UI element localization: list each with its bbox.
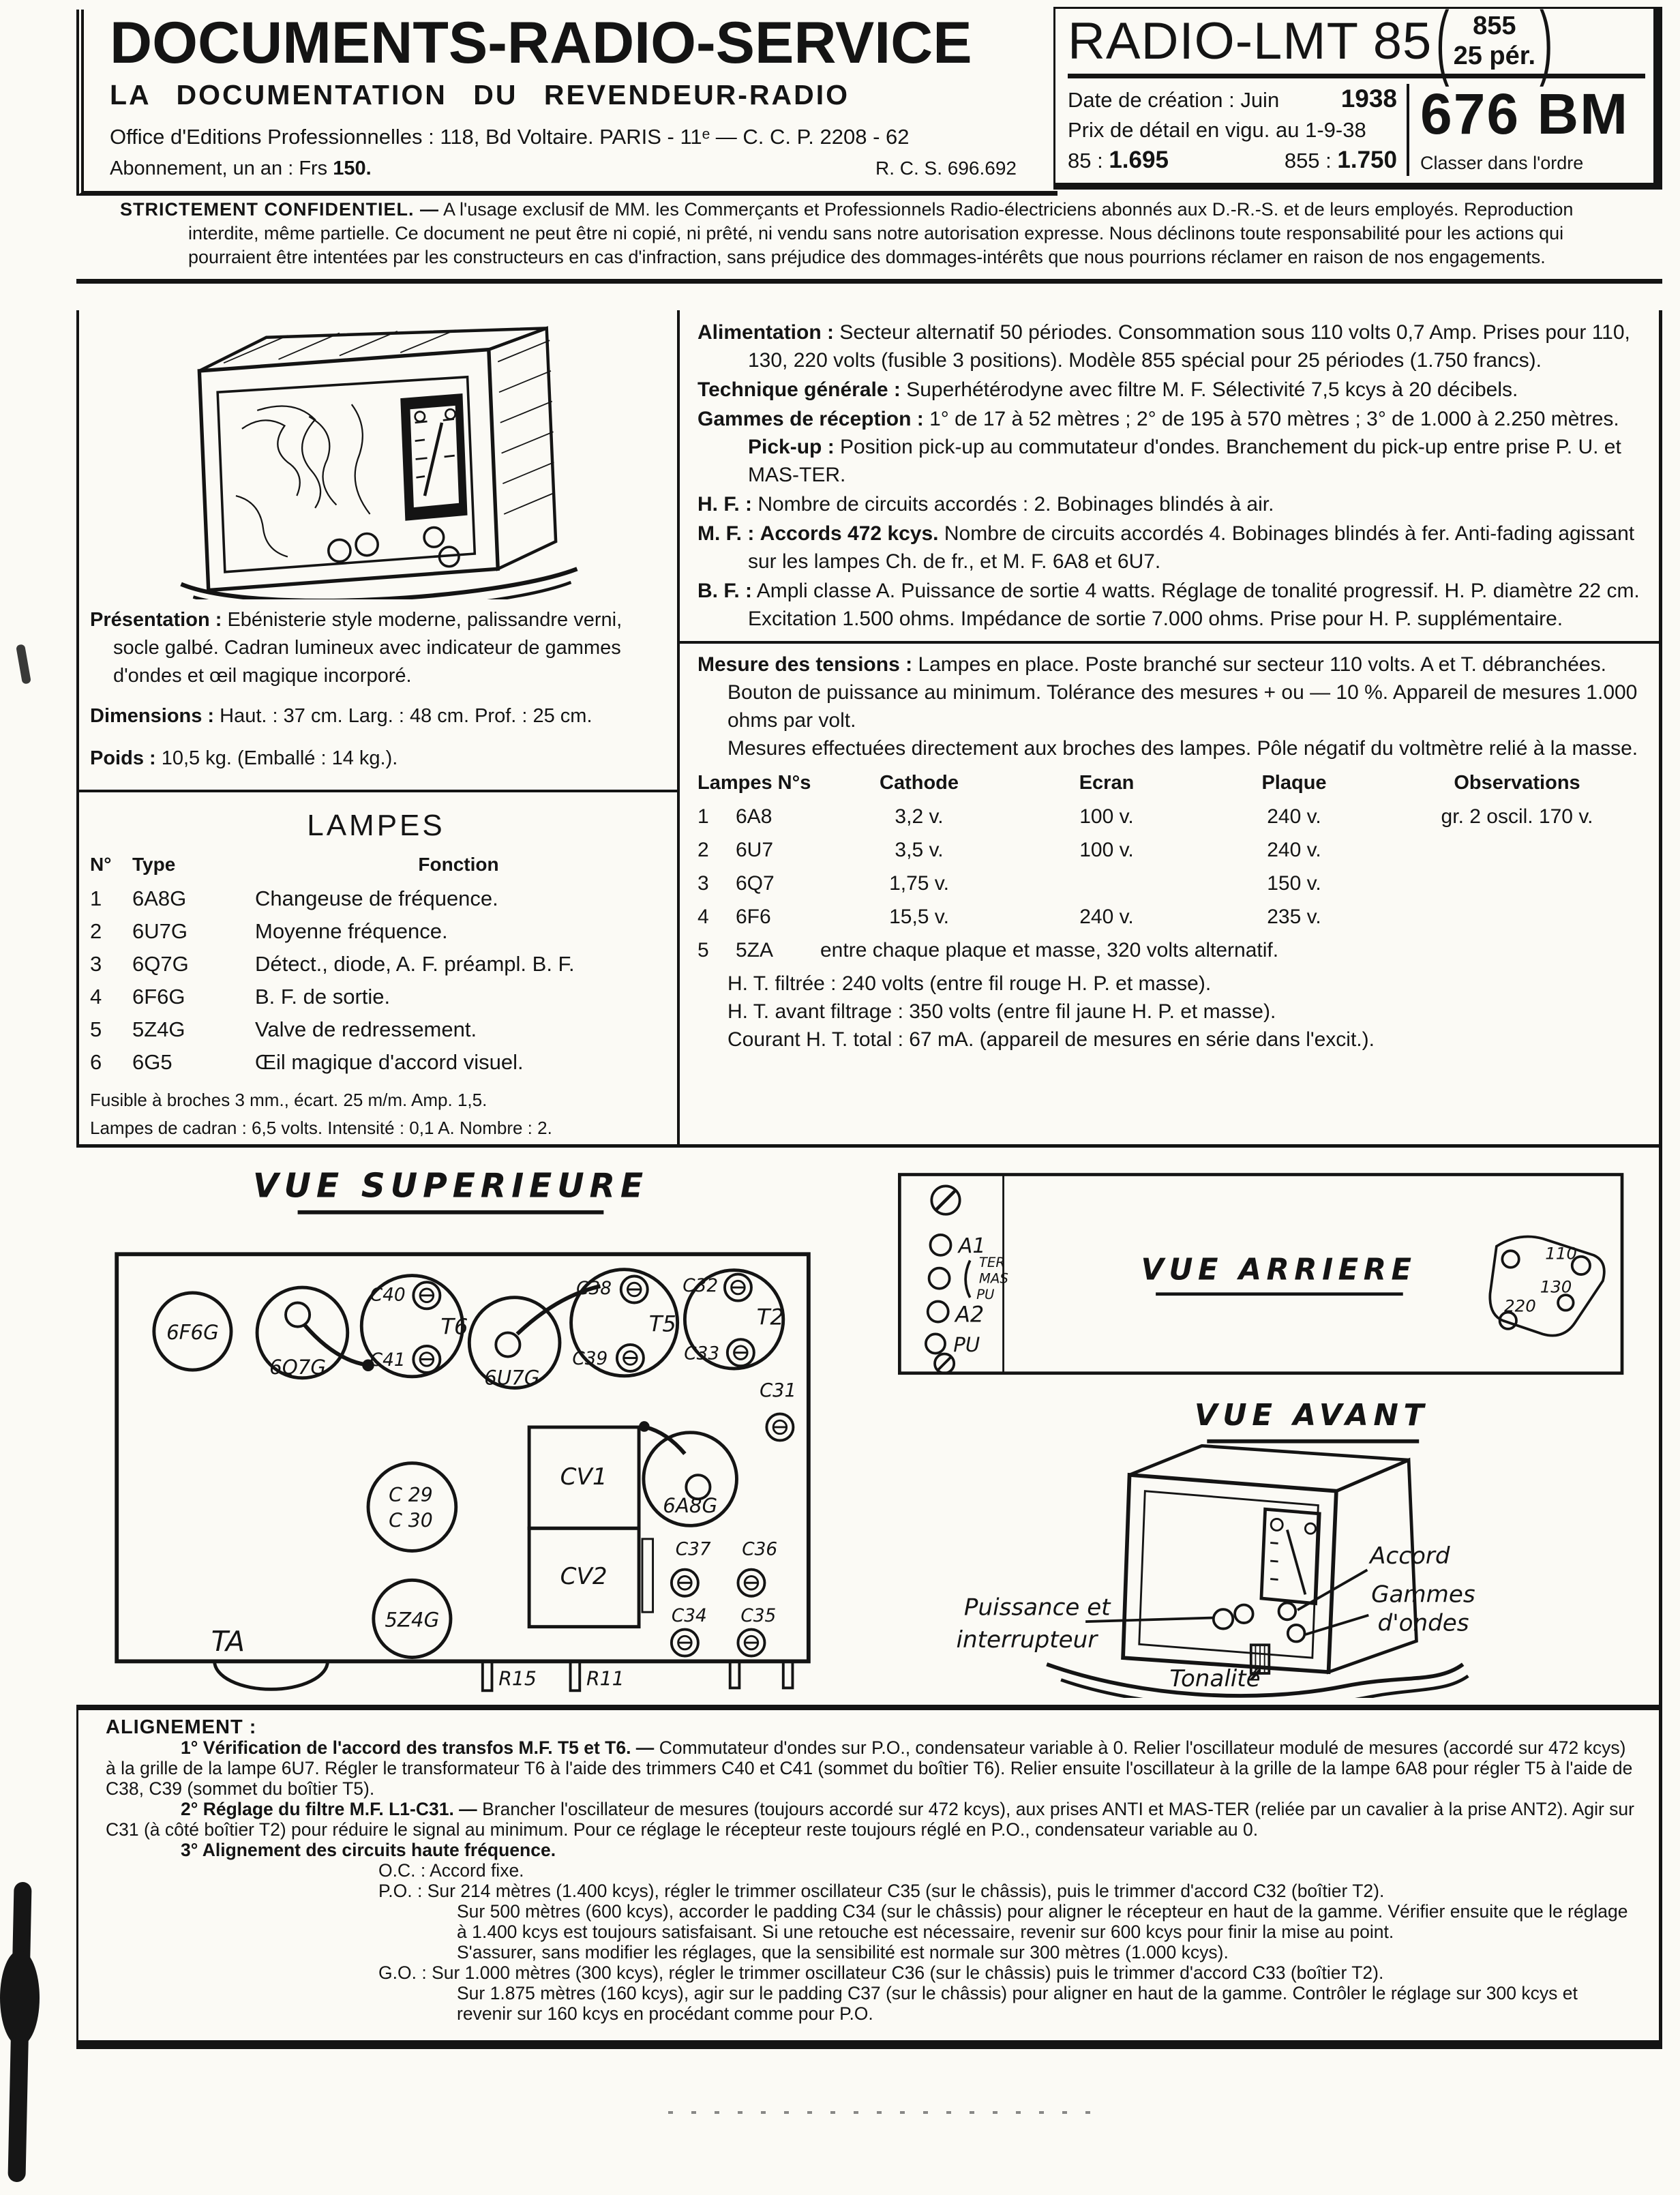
presentation-paragraph [90, 606, 662, 690]
alignement-title: ALIGNEMENT : [106, 1716, 257, 1738]
po-line-1 [106, 1881, 1636, 1901]
model-rule [1068, 74, 1645, 78]
cell: Changeuse de fréquence. [255, 886, 498, 910]
scan-artifact [0, 1950, 40, 2046]
poids-label: Poids : [90, 747, 156, 769]
transformer-label-t2: T2 [756, 1304, 784, 1330]
cell: 150 v. [1267, 872, 1321, 895]
resistor-tab [571, 1661, 580, 1690]
cell [1393, 900, 1641, 934]
dial-tick [1270, 1561, 1278, 1562]
hf-paragraph [698, 490, 1641, 518]
tensions-table [698, 766, 1641, 967]
cell: 15,5 v. [889, 906, 949, 928]
subscription-label: Abonnement, un an : Frs [110, 158, 328, 179]
variant-stack [1454, 12, 1535, 71]
table-row [698, 934, 1641, 967]
table-row [90, 882, 662, 915]
tube-label-6u7g: 6U7G [484, 1366, 540, 1390]
resistor-tab [483, 1661, 492, 1690]
ht-avant-line: H. T. avant filtrage : 350 volts (entre fil jaune H. P. et masse). [728, 1000, 1276, 1023]
selector-hole [1572, 1257, 1590, 1274]
trimmer-c35 [738, 1630, 764, 1656]
vue-arriere-diagram [871, 1169, 1655, 1381]
capacitor-label-c29: C 29 [389, 1484, 433, 1507]
alimentation-paragraph [698, 318, 1641, 374]
alignement-step-1 [106, 1737, 1636, 1799]
terminal-label-a1: A1 [958, 1234, 986, 1259]
label-gammes-1: Gammes [1371, 1581, 1475, 1609]
pickup-label: Pick-up : [748, 436, 835, 458]
dial-needle [1287, 1530, 1306, 1595]
cell: 4 [90, 985, 102, 1009]
cell: 6U7G [132, 919, 188, 943]
technique-paragraph [698, 376, 1641, 404]
model-name: RADIO-LMT 85 [1068, 12, 1432, 71]
cell: 6Q7G [132, 952, 189, 976]
presentation-text: Ebénisterie style moderne, palissandre verni, socle galbé. Cadran lumineux avec indicateur de gammes d'ondes et œil magique incorporé. [113, 609, 622, 687]
table-row [90, 981, 662, 1013]
cell: 1 [698, 805, 709, 828]
trimmer-c31 [766, 1414, 793, 1440]
cell: 6F6 [736, 906, 771, 928]
po-line-2: Sur 500 mètres (600 kcys), accorder le padding C34 (sur le châssis) pour aligner le récepteur en haut de la gamme. Vérifier ensuite que le réglage à 1.400 kcys est toujours satisfaisant. Si une retouche est nécessaire, revenir sur 600 kcys pour finir la mise au point. [457, 1901, 1628, 1942]
vue-superieure-diagram [95, 1153, 859, 1699]
capacitor-label-c30: C 30 [389, 1509, 433, 1532]
trimmer-label-c33: C33 [684, 1343, 720, 1364]
vue-avant-title: VUE AVANT [1194, 1398, 1429, 1433]
screw-icon [931, 1186, 959, 1214]
trimmer-c37 [672, 1570, 698, 1596]
model-meta [1068, 84, 1645, 176]
terminal-label-a2: A2 [955, 1301, 985, 1328]
go-line-1 [106, 1962, 1636, 1983]
variant-model: 855 [1473, 12, 1516, 40]
cell: 6 [90, 1050, 102, 1074]
lampes-table [90, 852, 662, 1079]
cell: 1 [90, 886, 102, 910]
cell: 100 v. [1079, 805, 1134, 828]
po-text-1: Sur 214 mètres (1.400 kcys), régler le trimmer oscillateur C35 (sur le châssis), puis le trimmer d'accord C32 (boîtier T2). [427, 1881, 1385, 1901]
tensions-col-observations: Observations [1454, 772, 1580, 794]
model-name-line [1068, 0, 1645, 88]
table-row [698, 833, 1641, 867]
creation-date-value: 1938 [1340, 85, 1397, 113]
mounting-strip [642, 1539, 653, 1612]
trimmer-label-c38: C38 [576, 1278, 612, 1299]
alimentation-text: Secteur alternatif 50 périodes. Consommation sous 110 volts 0,7 Amp. Prises pour 110, 130, 220 volts (fusible 3 positions). Modèle 855 spécial pour 25 périodes (1.750 francs). [748, 321, 1630, 372]
terminal-label-pu: PU [953, 1332, 980, 1356]
cell: 3 [698, 872, 709, 895]
cadran-note: Lampes de cadran : 6,5 volts. Intensité : 0,1 A. Nombre : 2. [90, 1118, 552, 1138]
cell: 240 v. [1079, 906, 1134, 928]
tensions-col-ecran: Ecran [1079, 772, 1135, 794]
mf-accords: Accords 472 kcys. [760, 522, 939, 545]
terminal-label-pu-small: PU [976, 1286, 995, 1302]
dimensions-label: Dimensions : [90, 705, 215, 727]
trimmer-c40 [413, 1282, 440, 1309]
title-underline [1156, 1292, 1403, 1296]
oc-text: Accord fixe. [430, 1860, 524, 1881]
bf-paragraph [698, 577, 1641, 633]
lampes-header-row [90, 852, 662, 882]
diagrams-section [76, 1148, 1662, 1705]
variant-periods: 25 pér. [1453, 41, 1536, 70]
step-3-label: 3° Alignement des circuits haute fréquence. [181, 1840, 556, 1860]
title-underline [1207, 1439, 1419, 1444]
cell: 240 v. [1267, 805, 1321, 828]
masthead-bottom-row [110, 158, 1017, 180]
step-1-label: 1° Vérification de l'accord des transfos M.F. T5 et T6. — [181, 1737, 655, 1758]
trimmer-label-c31: C31 [760, 1380, 796, 1402]
cell: 4 [698, 906, 709, 928]
cell [1018, 867, 1195, 900]
scan-artifact [668, 2111, 1105, 2114]
cell: 2 [698, 839, 709, 861]
tensions-header-row [698, 766, 1641, 800]
filing-instruction: Classer dans l'ordre [1420, 152, 1584, 173]
cell: Œil magique d'accord visuel. [255, 1050, 524, 1074]
tube-key [286, 1303, 310, 1327]
table-row [90, 1046, 662, 1079]
table-row [90, 1013, 662, 1046]
courant-ht-line: Courant H. T. total : 67 mA. (appareil de mesures en série dans l'excit.). [728, 1028, 1375, 1051]
filing-number: 676 BM [1420, 82, 1630, 147]
subscription-value: 150. [333, 158, 372, 179]
cell: gr. 2 oscil. 170 v. [1441, 805, 1593, 828]
paren-close: ) [1540, 0, 1553, 88]
trimmer-c39 [617, 1345, 644, 1371]
knob [1235, 1605, 1253, 1624]
cell: 2 [90, 919, 102, 943]
cell: 6A8G [132, 886, 187, 910]
cell: 3 [90, 952, 102, 976]
cell: Moyenne fréquence. [255, 919, 448, 943]
alignement-step-2 [106, 1799, 1636, 1840]
trimmer-c34 [672, 1630, 698, 1656]
cell [1393, 867, 1641, 900]
left-column-rule [79, 790, 677, 792]
model-meta-right [1409, 84, 1645, 176]
presentation-label: Présentation : [90, 609, 222, 631]
trimmer-label-c32: C32 [682, 1275, 719, 1296]
selector-hole [1502, 1251, 1518, 1267]
dial-screw [1305, 1523, 1315, 1534]
hf-label: H. F. : [698, 493, 752, 516]
lampes-col-num: N° [90, 854, 112, 875]
cell: entre chaque plaque et masse, 320 volts alternatif. [820, 939, 1279, 961]
cell: 6Q7 [736, 872, 775, 895]
trimmer-label-c40: C40 [370, 1285, 406, 1306]
creation-date-label: Date de création : Juin [1068, 88, 1280, 113]
terminal [929, 1268, 950, 1289]
cell: 6A8 [736, 805, 772, 828]
label-accord: Accord [1370, 1542, 1450, 1570]
mesures-intro2: Mesures effectuées directement aux broches des lampes. Pôle négatif du voltmètre relié à la masse. [728, 737, 1638, 760]
dial-screw [1271, 1519, 1282, 1530]
transformer-label-ta: TA [211, 1624, 245, 1658]
confidential-notice [76, 198, 1662, 284]
tensions-col-cathode: Cathode [880, 772, 959, 794]
table-row [90, 948, 662, 981]
po-label: P.O. : [378, 1881, 423, 1901]
trimmer-label-c36: C36 [742, 1539, 778, 1560]
cell: 5 [698, 939, 709, 961]
poids-line [90, 747, 662, 770]
trimmer-c38 [621, 1276, 648, 1302]
rcs-number: R. C. S. 696.692 [875, 158, 1017, 179]
trimmer-c32 [725, 1274, 751, 1301]
mf-label: M. F. : [698, 522, 755, 545]
right-column [680, 310, 1662, 1144]
left-column [76, 310, 680, 1144]
trimmer-c41 [413, 1346, 440, 1373]
cell: 6G5 [132, 1050, 172, 1074]
label-puissance-1: Puissance et [963, 1594, 1111, 1622]
gang-label-cv2: CV2 [560, 1563, 608, 1591]
vue-arriere-title: VUE ARRIERE [1141, 1253, 1417, 1287]
terminal [930, 1235, 950, 1255]
confidential-body: A l'usage exclusif de MM. les Commerçants et Professionnels Radio-électriciens abonnés aux D.-R.-S. et de leurs employés. Reproduction interdite, même partielle. Ce document ne peut être ni copié, ni prêté, ni vendu sans notre autorisation expresse. Nous déclinons toute responsabilité pour les actions qui pourraient être intentées par les constructeurs en cas d'infraction, sans préjudice des dommages-intérêts que nous pourrions réclamer en raison de nos engagements. [188, 199, 1574, 267]
bf-label: B. F. : [698, 580, 752, 602]
step-2-text: Brancher l'oscillateur de mesures (toujours accordé sur 472 kcys), aux prises ANTI et MAS-TER (reliée par un cavalier à la prise ANT2). Agir sur C31 (à côté boîtier T2) pour réduire le signal au minimum. Pour ce réglage le récepteur reste toujours réglé en P.O., condensateur variable au 0. [106, 1799, 1634, 1840]
tab [730, 1661, 740, 1688]
cell: Valve de redressement. [255, 1017, 477, 1041]
cell: 1,75 v. [889, 872, 949, 895]
price-855 [1285, 145, 1397, 176]
technique-label: Technique générale : [698, 378, 901, 401]
trimmer-label-c39: C39 [572, 1349, 608, 1370]
lampes-col-fonction: Fonction [418, 854, 499, 875]
knob [1214, 1609, 1233, 1628]
cell: 5ZA [736, 939, 774, 961]
fusible-note: Fusible à broches 3 mm., écart. 25 m/m. Amp. 1,5. [90, 1090, 487, 1110]
po-line-3: S'assurer, sans modifier les réglages, que la sensibilité est normale sur 300 mètres (1.000 kcys). [457, 1942, 1229, 1962]
price-855-value: 1.750 [1337, 147, 1397, 174]
publication-title: DOCUMENTS-RADIO-SERVICE [110, 10, 972, 76]
price-85-value: 1.695 [1109, 147, 1169, 174]
step-2-label: 2° Réglage du filtre M.F. L1-C31. — [181, 1799, 477, 1819]
tensions-col-plaque: Plaque [1261, 772, 1327, 794]
lampes-title: LAMPES [307, 809, 445, 842]
selector-hole [1558, 1295, 1574, 1311]
front-inset [1139, 1491, 1319, 1658]
trimmer-c33 [728, 1339, 754, 1366]
oc-label: O.C. : [378, 1860, 426, 1881]
label-puissance-2: interrupteur [956, 1626, 1098, 1654]
gang-label-cv1: CV1 [560, 1463, 608, 1491]
price-85 [1068, 145, 1169, 176]
vue-avant-diagram [871, 1388, 1675, 1698]
publication-subtitle: LA DOCUMENTATION DU REVENDEUR-RADIO [110, 79, 850, 110]
dial-tick [1270, 1579, 1278, 1580]
trimmer-label-c34: C34 [671, 1605, 707, 1626]
mesures-intro-text: Lampes en place. Poste branché sur secteur 110 volts. A et T. débranchées. Bouton de puissance au minimum. Tolérance des mesures + ou — 10 %. Appareil de mesures 1.000 ohms par volt. [728, 653, 1638, 732]
go-text-1: Sur 1.000 mètres (300 kcys), régler le trimmer oscillateur C36 (sur le châssis) puis le trimmer d'accord C33 (boîtier T2). [432, 1962, 1384, 1983]
price-row [1068, 145, 1397, 176]
go-label: G.O. : [378, 1962, 427, 1983]
table-row [90, 915, 662, 948]
price-caption: Prix de détail en vigu. au 1-9-38 [1068, 118, 1366, 143]
cell: B. F. de sortie. [255, 985, 391, 1009]
tube-label-6a8g: 6A8G [663, 1493, 718, 1517]
cell: 5Z4G [132, 1017, 185, 1041]
tube-key [496, 1332, 520, 1356]
lampes-col-type: Type [132, 854, 176, 875]
knob [1279, 1603, 1296, 1620]
bf-text: Ampli classe A. Puissance de sortie 4 watts. Réglage de tonalité progressif. H. P. diamètre 22 cm. Excitation 1.500 ohms. Impédance de sortie 7.000 ohms. Prise pour H. P. supplémentaire. [748, 580, 1640, 630]
subscription-line [110, 158, 372, 180]
tube-label-6f6g: 6F6G [166, 1321, 219, 1345]
wood-grain [236, 404, 370, 556]
oc-line [106, 1860, 1636, 1881]
alimentation-label: Alimentation : [698, 321, 834, 344]
tab [783, 1661, 793, 1688]
mf-paragraph [698, 520, 1641, 576]
model-reference-box [1053, 0, 1662, 190]
mf-text: Nombre de circuits accordés 4. Bobinages blindés à fer. Anti-fading agissant sur les lampes Ch. de fr., et M. F. 6A8 et 6U7. [748, 522, 1635, 573]
voltage-label-220: 220 [1504, 1296, 1536, 1316]
tube-label-5z4g: 5Z4G [385, 1608, 440, 1632]
cell [1393, 833, 1641, 867]
bracket [965, 1260, 970, 1297]
terminal-label-ter: TER [978, 1254, 1006, 1270]
trimmer-label-c37: C37 [675, 1539, 711, 1560]
title-underline [298, 1210, 604, 1214]
scan-artifact [16, 644, 31, 684]
label-gammes-2: d'ondes [1377, 1609, 1469, 1637]
gammes-text: 1° de 17 à 52 mètres ; 2° de 195 à 570 mètres ; 3° de 1.000 à 2.250 mètres. [929, 408, 1619, 430]
dial-tick [1270, 1543, 1278, 1544]
main-columns [76, 310, 1662, 1148]
terminal-label-mas: MAS [978, 1270, 1008, 1287]
masthead [76, 10, 1058, 196]
confidential-lead: STRICTEMENT CONFIDENTIEL. — [120, 199, 439, 220]
dimensions-line [90, 705, 662, 728]
dimensions-text: Haut. : 37 cm. Larg. : 48 cm. Prof. : 25 cm. [220, 705, 592, 727]
transformer-label-t6: T6 [440, 1313, 468, 1340]
price-85-label: 85 : [1068, 149, 1103, 173]
cell: 3,5 v. [895, 839, 944, 861]
cell: 6U7 [736, 839, 774, 861]
mesures-intro [698, 651, 1641, 734]
voltage-label-110: 110 [1545, 1243, 1577, 1264]
gammes-paragraph [698, 405, 1641, 489]
screw-icon [935, 1354, 954, 1373]
poids-text: 10,5 kg. (Emballé : 14 kg.). [161, 747, 398, 769]
cell: 3,2 v. [895, 805, 944, 828]
transformer-label-t5: T5 [648, 1311, 676, 1337]
price-855-label: 855 : [1284, 149, 1332, 173]
alignement-step-3 [106, 1840, 1636, 1860]
table-row [698, 900, 1641, 934]
resistor-label-r11: R11 [586, 1667, 625, 1690]
vue-superieure-title: VUE SUPERIEURE [252, 1166, 649, 1206]
trimmer-c36 [738, 1570, 764, 1596]
cell: 235 v. [1267, 906, 1321, 928]
mesures-label: Mesure des tensions : [698, 653, 913, 676]
hf-text: Nombre de circuits accordés : 2. Bobinages blindés à air. [758, 493, 1274, 516]
cell: Détect., diode, A. F. préampl. B. F. [255, 952, 575, 976]
voltage-label-130: 130 [1540, 1276, 1572, 1297]
trimmer-label-c41: C41 [370, 1350, 406, 1371]
terminal [928, 1302, 948, 1322]
transformer-bulge [215, 1661, 328, 1689]
model-meta-left [1068, 84, 1409, 176]
paren-open: ( [1436, 0, 1450, 88]
cell: 240 v. [1267, 839, 1321, 861]
alignement-section [76, 1705, 1662, 2049]
pickup-text: Position pick-up au commutateur d'ondes. Branchement du pick-up entre prise P. U. et MAS-TER. [748, 436, 1621, 486]
tensions-col-lampes: Lampes N°s [698, 772, 811, 794]
mesures-rule [680, 641, 1659, 644]
terminal [926, 1334, 945, 1353]
tube-label-6q7g: 6Q7G [269, 1355, 327, 1379]
trimmer-label-c35: C35 [740, 1605, 777, 1626]
go-line-2: Sur 1.875 mètres (160 kcys), agir sur le padding C37 (sur le châssis) pour aligner en haut de la gamme. Contrôler le réglage sur 300 kcys et revenir sur 160 kcys en procédant comme pour P.O. [457, 1983, 1578, 2024]
technique-text: Superhétérodyne avec filtre M. F. Sélectivité 7,5 kcys à 20 décibels. [906, 378, 1518, 401]
knob [1288, 1625, 1305, 1642]
publisher-address: Office d'Editions Professionnelles : 118, Bd Voltaire. PARIS - 11ᵉ — C. C. P. 2208 - 62 [110, 125, 910, 149]
table-row [698, 867, 1641, 900]
creation-date-row [1068, 84, 1397, 115]
cell: 5 [90, 1017, 102, 1041]
cell: 100 v. [1079, 839, 1134, 861]
wire-end [639, 1421, 650, 1432]
table-row [698, 800, 1641, 833]
gammes-label: Gammes de réception : [698, 408, 924, 430]
cell: 6F6G [132, 985, 185, 1009]
label-tonalite: Tonalité [1169, 1664, 1261, 1692]
capacitor-block-c29-c30 [368, 1463, 456, 1551]
radio-cabinet-illustration [90, 313, 662, 599]
ht-filtree-line: H. T. filtrée : 240 volts (entre fil rouge H. P. et masse). [728, 972, 1212, 995]
resistor-label-r15: R15 [498, 1667, 537, 1690]
step-1-text: Commutateur d'ondes sur P.O., condensateur variable à 0. Relier l'oscillateur modulé de mesures (accordé sur 472 kcys) à la grille de la lampe 6U7. Régler le transformateur T6 à l'aide des trimmers C40 et C41 (sommet du boîtier T6). Relier ensuite l'oscillateur à la grille de la lampe 6A8 pour régler T5 à l'aide de C38, C39 (sommet du boîtier T5). [106, 1737, 1633, 1799]
